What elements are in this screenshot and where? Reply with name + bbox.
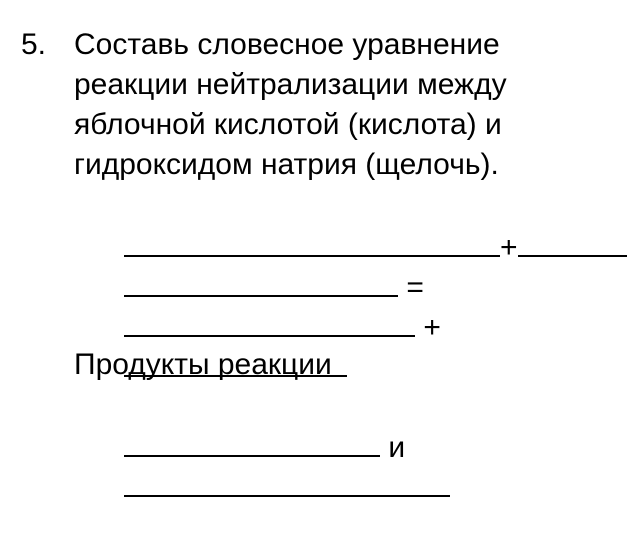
product-name-1-blank[interactable] <box>124 425 380 457</box>
plus-sign-products: + <box>415 311 441 344</box>
products-line-1 <box>74 385 619 464</box>
product-name-2-blank[interactable] <box>124 465 450 497</box>
product-2-blank[interactable] <box>124 345 347 377</box>
reactant-1-blank[interactable] <box>124 225 500 257</box>
question-line-3: яблочной кислотой (кислота) и <box>74 108 502 141</box>
equals-sign: = <box>398 271 424 304</box>
reactant-2-blank[interactable] <box>518 225 627 257</box>
and-word: и <box>380 431 406 464</box>
task-body <box>74 25 619 465</box>
plus-sign: + <box>500 231 518 264</box>
question-line-1: Составь словесное уравнение <box>74 28 500 61</box>
task-number: 5. <box>21 28 47 61</box>
products-label: Продукты реакции <box>74 348 332 381</box>
reactant-2-blank-continued[interactable] <box>124 265 398 297</box>
equation-line-reactants <box>74 185 619 264</box>
question-line-2: реакции нейтрализации между <box>74 68 507 101</box>
question-line-4: гидроксидом натрия (щелочь). <box>74 148 499 181</box>
product-1-blank[interactable] <box>124 305 415 337</box>
